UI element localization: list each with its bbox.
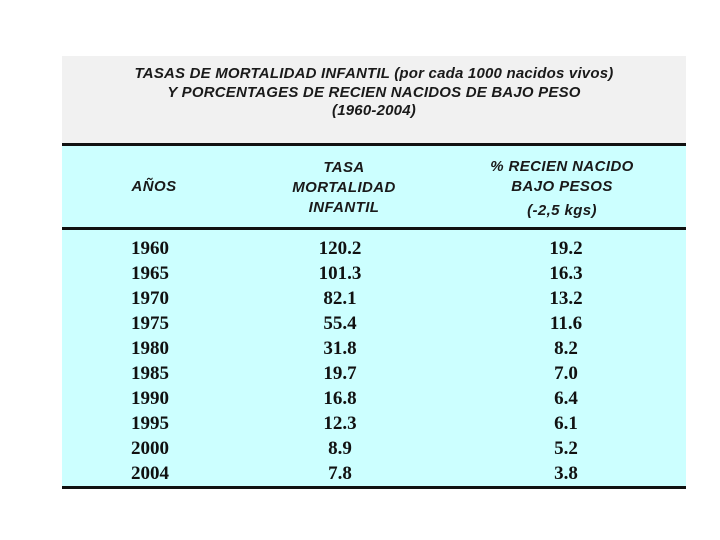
tasa-cell: 55.4 <box>323 313 357 334</box>
year-cell: 1995 <box>131 413 169 434</box>
pct-cell: 3.8 <box>554 463 578 484</box>
year-cell: 1985 <box>131 363 169 384</box>
pct-cell: 16.3 <box>549 263 583 284</box>
column-header-pct-line: BAJO PESOS <box>511 178 613 195</box>
column-header-tasa-line: TASA <box>323 159 365 176</box>
title-line-2: Y PORCENTAGES DE RECIEN NACIDOS DE BAJO PESO <box>167 83 581 101</box>
pct-cell: 5.2 <box>554 438 578 459</box>
year-cell: 1970 <box>131 288 169 309</box>
year-cell: 1980 <box>131 338 169 359</box>
year-cell: 1960 <box>131 238 169 259</box>
tasa-cell: 19.7 <box>323 363 357 384</box>
pct-cell: 6.4 <box>554 388 578 409</box>
pct-cell: 19.2 <box>549 238 583 259</box>
pct-cell: 8.2 <box>554 338 578 359</box>
title-line-3: (1960-2004) <box>332 102 416 119</box>
column-header-tasa-line: MORTALIDAD <box>292 179 396 196</box>
table-header-rule <box>62 227 686 230</box>
column-pct <box>514 236 618 486</box>
tasa-cell: 101.3 <box>318 263 362 284</box>
table-bottom-rule <box>62 486 686 489</box>
tasa-cell: 8.9 <box>328 438 352 459</box>
column-header-years: AÑOS <box>131 178 177 195</box>
tasa-cell: 82.1 <box>323 288 357 309</box>
tasa-cell: 7.8 <box>328 463 352 484</box>
tasa-cell: 120.2 <box>318 238 362 259</box>
year-cell: 2000 <box>131 438 169 459</box>
tasa-cell: 31.8 <box>323 338 357 359</box>
pct-cell: 6.1 <box>554 413 578 434</box>
column-years <box>108 236 192 486</box>
column-header-tasa <box>262 158 426 218</box>
tasa-cell: 16.8 <box>323 388 357 409</box>
title-line-1-main: TASAS DE MORTALIDAD INFANTIL <box>134 65 390 82</box>
column-tasa <box>290 236 390 486</box>
title <box>62 65 686 121</box>
pct-cell: 13.2 <box>549 288 583 309</box>
year-cell: 1990 <box>131 388 169 409</box>
column-header-pct-line: (-2,5 kgs) <box>527 202 597 219</box>
year-cell: 1975 <box>131 313 169 334</box>
column-header-pct <box>464 157 660 221</box>
pct-cell: 7.0 <box>554 363 578 384</box>
column-header-pct-line: % RECIEN NACIDO <box>490 158 634 175</box>
title-box <box>62 56 686 144</box>
title-line-1 <box>62 65 686 84</box>
tasa-cell: 12.3 <box>323 413 357 434</box>
year-cell: 2004 <box>131 463 169 484</box>
column-header-tasa-line: INFANTIL <box>308 199 380 216</box>
title-line-1-paren: (por cada 1000 nacidos vivos) <box>394 65 614 82</box>
table-top-rule <box>62 143 686 146</box>
year-cell: 1965 <box>131 263 169 284</box>
pct-cell: 11.6 <box>549 313 583 334</box>
